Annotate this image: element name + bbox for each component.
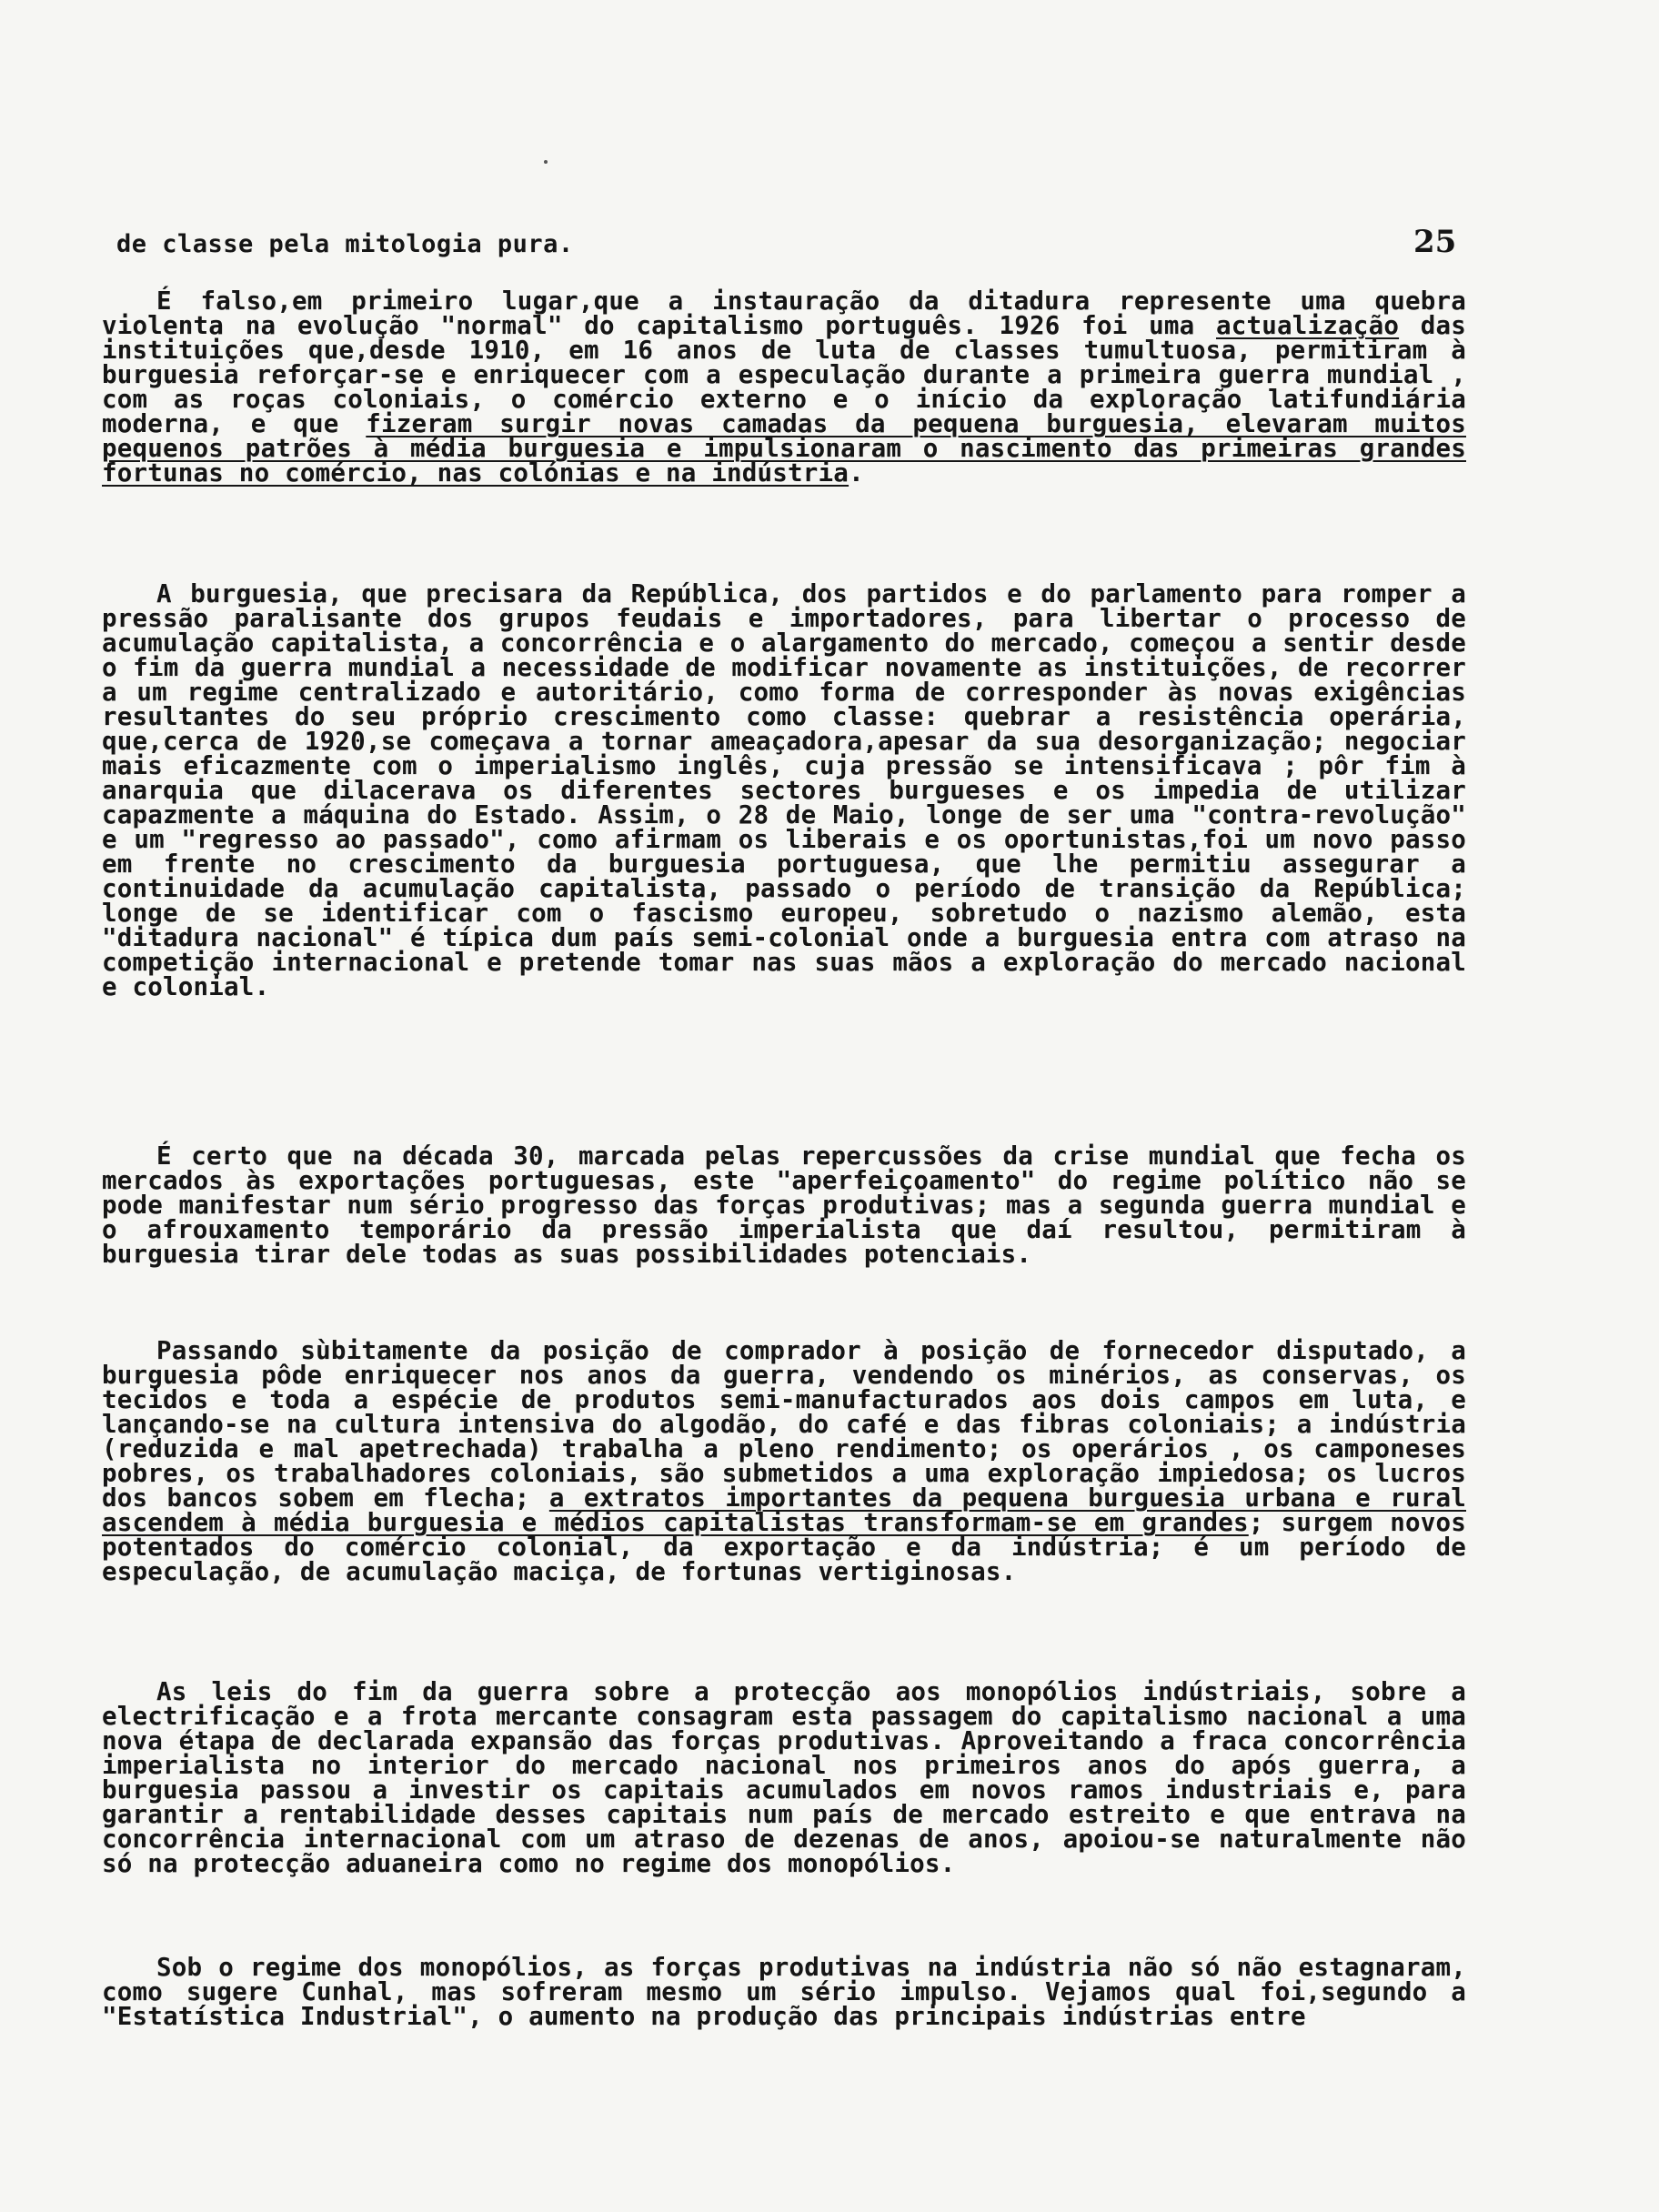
paragraph-1 xyxy=(102,289,1466,486)
paragraph-3-text: É certo que na década 30, marcada pelas repercussões da crise mundial que fecha os mercados às exportações portuguesas, este "aperfeiçoamento" do regime político não se pode manifestar num sério progresso das forças produtivas; mas a segunda guerra mundial e o afrouxamento temporário da pressão imperialista que daí resultou, permitiram à burguesia tirar dele todas as suas possibilidades potenciais. xyxy=(102,1141,1466,1269)
paragraph-6 xyxy=(102,1953,1466,2031)
paragraph-6-text: Sob o regime dos monopólios, as forças produtivas na indústria não só não estagnaram, como sugere Cunhal, mas sofreram mesmo um sério impulso. Vejamos qual foi,segundo a "Estatística Industrial", o aumento na produção das principais indústrias entre xyxy=(102,1953,1466,2031)
continuation-line: de classe pela mitologia pura. xyxy=(116,230,574,258)
paragraph-2 xyxy=(102,579,1466,1001)
paragraph-1-text-e: . xyxy=(849,458,864,488)
paragraph-4 xyxy=(102,1336,1466,1586)
paragraph-1-text-a: É falso,em primeiro lugar,que a instauração da ditadura represente uma quebra violenta na evolução "normal" do capitalismo português. 1926 foi uma xyxy=(102,287,1466,340)
underlined-actualizacao: actualização xyxy=(1216,311,1400,340)
paragraph-1-text-c: das instituições que,desde 1910, em 16 anos de luta de classes tumultuosa, permitiram à burguesia reforçar-se e enriquecer com a especulação durante a primeira guerra mundial , com as roças coloniais, o comércio externo e o início da exploração latifundiária moderna, e que xyxy=(102,311,1466,438)
paragraph-4-text-a: Passando sùbitamente da posição de comprador à posição de fornecedor disputado, a burguesia pôde enriquecer nos anos da guerra, vendendo os minérios, as conservas, os tecidos e toda a espécie de produtos semi-manufacturados aos dois campos em luta, e lançando-se na cultura intensiva do algodão, do café e das fibras coloniais; a indústria (reduzida e mal apetrechada) trabalha a pleno rendimento; os operários , os camponeses pobres, os trabalhadores coloniais, são submetidos a uma exploração impiedosa; os lucros dos bancos sobem em flecha; xyxy=(102,1336,1466,1513)
paragraph-5-text: As leis do fim da guerra sobre a protecção aos monopólios indústriais, sobre a electrificação e a frota mercante consagram esta passagem do capitalismo nacional a uma nova étapa de declarada expansão das forças produtivas. Aproveitando a fraca concorrência imperialista no interior do mercado nacional nos primeiros anos do após guerra, a burguesia passou a investir os capitais acumulados em novos ramos industriais e, para garantir a rentabilidade desses capitais num país de mercado estreito e que entrava na concorrência internacional com um atraso de dezenas de anos, apoiou-se naturalmente não só na protecção aduaneira como no regime dos monopólios. xyxy=(102,1677,1466,1878)
underlined-passage-1: fizeram surgir novas camadas da pequena burguesia, elevaram muitos pequenos patrões à média burguesia e impulsionaram o nascimento das primeiras grandes fortunas no comércio, nas colónias e na indústria xyxy=(102,409,1466,488)
paper-speck xyxy=(544,160,548,164)
paragraph-5 xyxy=(102,1677,1466,1878)
underlined-passage-2: a extratos importantes da pequena burguesia urbana e rural ascendem à média burguesia e médios capitalistas transformam-se em grandes xyxy=(102,1483,1466,1537)
paragraph-4-text-c: ; surgem novos potentados do comércio colonial, da exportação e da indústria; é um período de especulação, de acumulação maciça, de fortunas vertiginosas. xyxy=(102,1508,1466,1586)
page-number: 25 xyxy=(1413,224,1457,260)
paragraph-2-text: A burguesia, que precisara da República, dos partidos e do parlamento para romper a pressão paralisante dos grupos feudais e importadores, para libertar o processo de acumulação capitalista, a concorrência e o alargamento do mercado, começou a sentir desde o fim da guerra mundial a necessidade de modificar novamente as instituições, de recorrer a um regime centralizado e autoritário, como forma de corresponder às novas exigências resultantes do seu próprio crescimento como classe: quebrar a resistência operária, que,cerca de 1920,se começava a tornar ameaçadora,apesar da sua desorganização; negociar mais eficazmente com o imperialismo inglês, cuja pressão se intensificava ; pôr fim à anarquia que dilacerava os diferentes sectores burgueses e os impedia de utilizar capazmente a máquina do Estado. Assim, o 28 de Maio, longe de ser uma "contra-revolução" e um "regresso ao passado", como afirmam os liberais e os oportunistas,foi um novo passo em frente no crescimento da burguesia portuguesa, que lhe permitiu assegurar a continuidade da acumulação capitalista, passado o período de transição da República; longe de se identificar com o fascismo europeu, sobretudo o nazismo alemão, esta "ditadura nacional" é típica dum país semi-colonial onde a burguesia entra com atraso na competição internacional e pretende tomar nas suas mãos a exploração do mercado nacional e colonial. xyxy=(102,579,1466,1001)
paragraph-3 xyxy=(102,1141,1466,1269)
